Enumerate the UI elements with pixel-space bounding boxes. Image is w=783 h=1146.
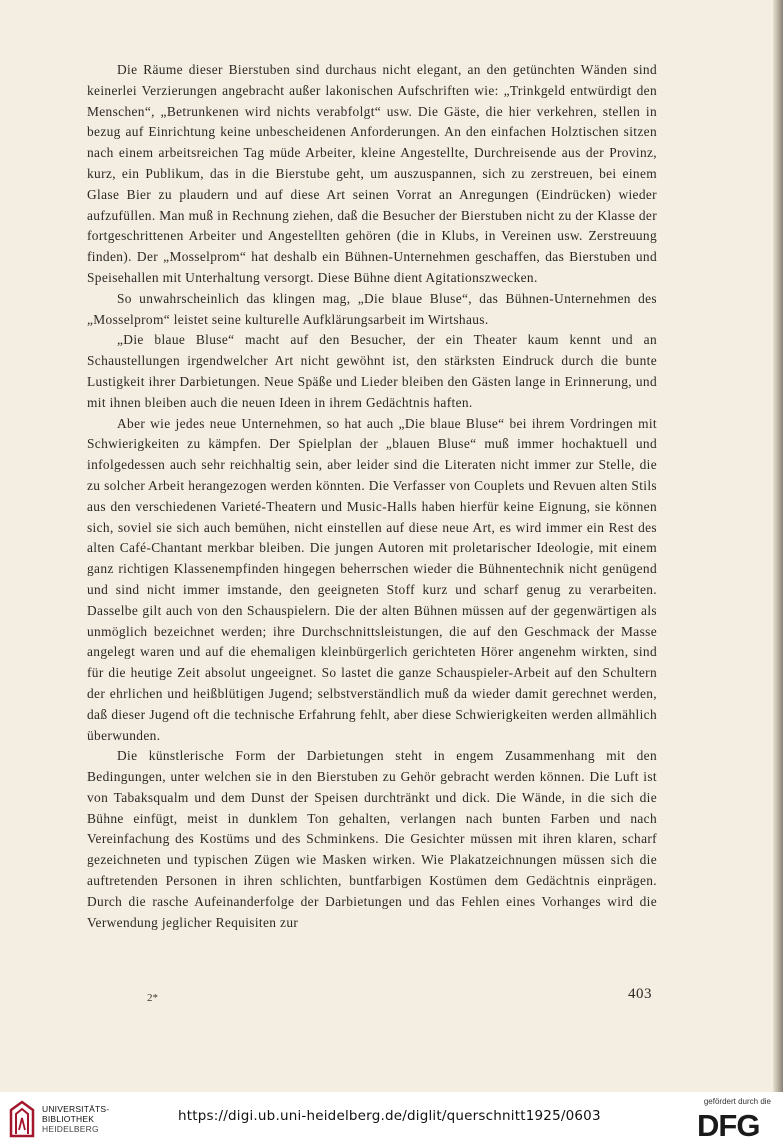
paragraph-3: „Die blaue Bluse“ macht auf den Besucher, der ein Theater kaum kennt und an Schaustellungen irgendwelcher Art nicht gewöhnt ist, den stärksten Eindruck durch die bunte Lustigkeit ihrer Darbietungen. Neue Späße und Lieder bleiben den Gästen lange in Erinnerung, und mit ihnen bleiben auch die neuen Ideen in ihrem Gedächtnis haften. — [87, 332, 657, 410]
page-number: 403 — [628, 986, 652, 1002]
dfg-logo-icon[interactable] — [697, 1109, 771, 1139]
university-library-name — [42, 1104, 109, 1134]
funded-by-label: gefördert durch die — [703, 1097, 771, 1106]
signature-mark: 2* — [147, 992, 158, 1004]
university-library-logo-icon[interactable] — [8, 1100, 36, 1138]
paragraph-1: Die Räume dieser Bierstuben sind durchaus nicht elegant, an den getünchten Wänden sind keinerlei Verzierungen angebracht außer lakonischen Aufschriften wie: „Trinkgeld entwürdigt den Menschen“, „Betrunkenen wird nichts verabfolgt“ usw. Die Gäste, die hier verkehren, stellen in bezug auf Einrichtung keine unbescheidenen Anforderungen. An den einfachen Holztischen sitzen nach einem arbeitsreichen Tag müde Arbeiter, kleine Angestellte, Durchreisende aus der Provinz, kurz, ein Publikum, das in die Bierstube geht, um auszuspannen, sich zu zerstreuen, bei einem Glase Bier zu plaudern und auf diese Art seinen Vorrat an Anregungen (Eindrücken) wieder aufzufüllen. Man muß in Rechnung ziehen, daß die Besucher der Bierstuben nicht zu der Klasse der fortgeschrittenen Arbeiter und Angestellten gehören (die in Klubs, in Vereinen usw. Zerstreuung finden). Der „Mosselprom“ hat deshalb ein Bühnen-Unternehmen geschaffen, das Bierstuben und Speisehallen mit Unterhaltung versorgt. Diese Bühne dient Agitationszwecken. — [87, 62, 657, 285]
scan-edge-shadow — [773, 0, 783, 1092]
svg-text:DFG: DFG — [697, 1109, 760, 1139]
footer-bar — [0, 1092, 783, 1146]
permalink-url[interactable]: https://digi.ub.uni-heidelberg.de/diglit/querschnitt1925/0603 — [178, 1108, 601, 1124]
paragraph-4: Aber wie jedes neue Unternehmen, so hat auch „Die blaue Bluse“ bei ihrem Vordringen mit Schwierigkeiten zu kämpfen. Der Spielplan der „blauen Bluse“ muß immer hochaktuell und infolgedessen auch sehr reichhaltig sein, aber leider sind die Literaten nicht immer zur Stelle, die zu solcher Arbeit herangezogen werden könnten. Die Verfasser von Couplets und Revuen alten Stils aus den verschiedenen Varieté-Theatern und Music-Halls haben hierfür keine Eignung, sie können sich, soviel sie sich auch bemühen, nicht einstellen auf diese neue Art, es wird immer ein Rest des alten Café-Chantant merkbar bleiben. Die jungen Autoren mit proletarischer Ideologie, mit einem ganz richtigen Klassenempfinden hingegen beherrschen wieder die Bühnentechnik nicht genügend und sind nicht immer imstande, den geeigneten Stoff kurz und scharf genug zu verarbeiten. Dasselbe gilt auch von den Schauspielern. Die der alten Bühnen müssen auf der gegenwärtigen als unmöglich bezeichnet werden; ihre Durchschnittsleistungen, die auf den Geschmack der Masse angelegt waren und auf die ehemaligen kleinbürgerlich gerichteten Hörer angenehm wirkten, sind für die heutige Zeit absolut ungeeignet. So lastet die ganze Schauspieler-Arbeit auf den Schultern der ehrlichen und heißblütigen Jugend; selbstverständlich muß da wieder damit gerechnet werden, daß dieser Jugend oft die technische Erfahrung fehlt, aber diese Schwierigkeiten werden allmählich überwunden. — [87, 415, 657, 743]
paragraph-5: Die künstlerische Form der Darbietungen steht in engem Zusammenhang mit den Bedingungen, unter welchen sie in den Bierstuben zu Gehör gebracht werden können. Die Luft ist von Tabaksqualm und dem Dunst der Speisen durchtränkt und dick. Die Wände, in die sich die Bühne einfügt, meist in dunklem Ton gehalten, verlangen nach bunten Farben und nach Vereinfachung des Kostüms und des Schminkens. Die Gesichter müssen mit ihren klaren, scharf gezeichneten und typischen Zügen wie Masken wirken. Wie Plakatzeichnungen müssen sich die auftretenden Personen in ihren schlichten, buntfarbigen Kostümen dem Gedächtnis einprägen. Durch die rasche Aufeinanderfolge der Darbietungen und das Fehlen eines Vorhanges wird die Verwendung jeglicher Requisiten zur — [87, 748, 657, 930]
library-name-line-1: UNIVERSITÄTS- — [42, 1104, 110, 1114]
library-name-line-2: BIBLIOTHEK — [42, 1114, 95, 1124]
paragraph-2: So unwahrscheinlich das klingen mag, „Die blaue Bluse“, das Bühnen-Unternehmen des „Mosselprom“ leistet seine kulturelle Aufklärungsarbeit im Wirtshaus. — [87, 290, 657, 327]
library-name-line-3: HEIDELBERG — [42, 1124, 99, 1134]
article-text — [87, 60, 657, 933]
